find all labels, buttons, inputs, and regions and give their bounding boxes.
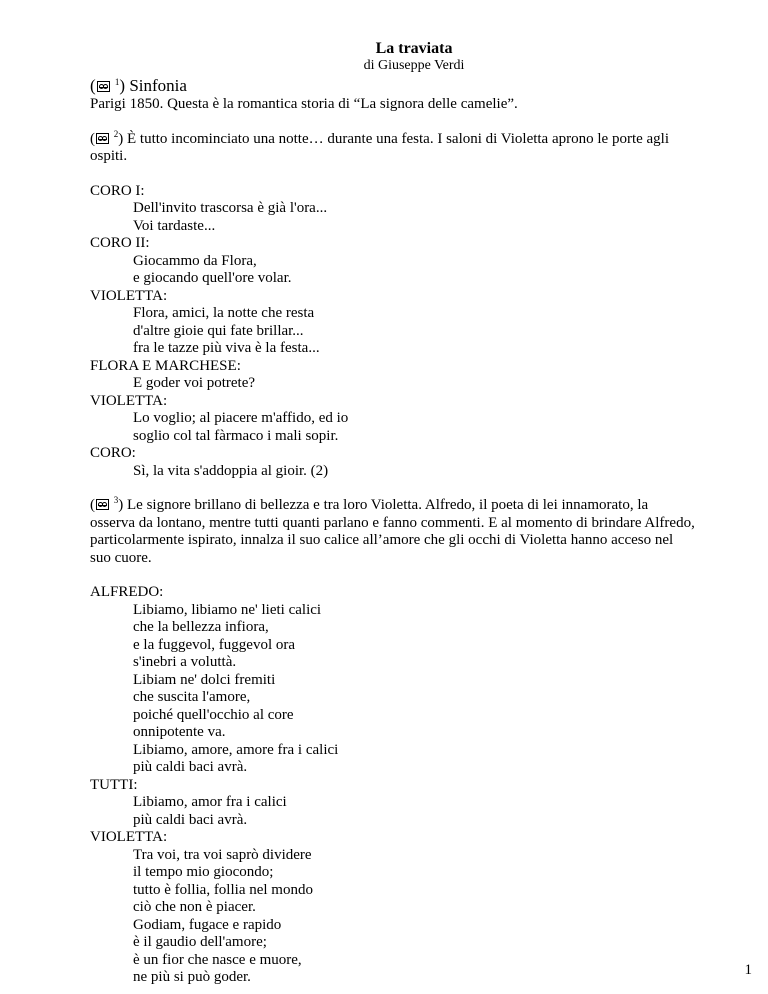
speaker-label: CORO: (90, 445, 136, 461)
speaker-label: FLORA E MARCHESE: (90, 357, 241, 374)
verse-line: onnipotente va. (133, 724, 226, 740)
verse-line: Libiam ne' dolci fremiti (133, 671, 276, 688)
cassette-tape-icon (97, 81, 110, 92)
verse-line: il tempo mio giocondo; (133, 864, 274, 880)
marker-open-paren: ( (90, 130, 95, 147)
marker-open-paren: ( (90, 76, 96, 95)
page-number: 1 (744, 962, 752, 978)
verse-line: e la fuggevol, fuggevol ora (133, 636, 296, 653)
speaker-label: ALFREDO: (90, 584, 164, 600)
narration-line: osserva da lontano, mentre tutti quanti parlano e fanno commenti. E al momento di brindare Alfredo, (90, 514, 695, 531)
verse-line: Voi tardaste... (133, 217, 216, 234)
verse-line: ciò che non è piacer. (133, 899, 256, 915)
speaker-label: VIOLETTA: (90, 287, 168, 304)
narration-line: ospiti. (90, 148, 128, 164)
section-2-dialogue (90, 183, 724, 481)
section-3-narration (90, 497, 724, 567)
verse-line: soglio col tal fàrmaco i mali sopir. (133, 427, 339, 444)
verse-line: che suscita l'amore, (133, 689, 251, 705)
verse-line: tutto è follia, follia nel mondo (133, 881, 313, 898)
marker-close-paren: ) (118, 130, 124, 147)
marker-close-paren: ) (119, 76, 126, 95)
marker-close-paren: ) (118, 497, 124, 513)
verse-line: Libiamo, amor fra i calici (133, 794, 287, 810)
verse-line: Dell'invito trascorsa è già l'ora... (133, 200, 328, 216)
verse-line: Libiamo, libiamo ne' lieti calici (133, 601, 322, 618)
verse-line: che la bellezza infiora, (133, 619, 269, 635)
cassette-tape-icon (96, 499, 109, 510)
marker-open-paren: ( (90, 497, 95, 513)
narration-line: È tutto incominciato una notte… durante una festa. I saloni di Violetta aprono le porte agli (127, 130, 670, 147)
track-number: 3 (113, 495, 119, 505)
section-3-dialogue (90, 584, 724, 987)
cassette-tape-icon (96, 133, 109, 144)
verse-line: più caldi baci avrà. (133, 759, 248, 775)
narration-line: Le signore brillano di bellezza e tra loro Violetta. Alfredo, il poeta di lei innamorato, la (127, 497, 649, 513)
document-title: La traviata (375, 40, 453, 57)
section-1-heading (90, 76, 724, 96)
track-number: 2 (113, 128, 119, 139)
verse-line: e giocando quell'ore volar. (133, 270, 292, 286)
section-1-title: Sinfonia (129, 76, 187, 95)
verse-line: d'altre gioie qui fate brillar... (133, 322, 304, 339)
verse-line: Tra voi, tra voi saprò dividere (133, 846, 312, 863)
verse-line: fra le tazze più viva è la festa... (133, 340, 320, 356)
speaker-label: VIOLETTA: (90, 829, 168, 845)
speaker-label: CORO II: (90, 235, 150, 251)
verse-line: è il gaudio dell'amore; (133, 934, 267, 950)
verse-line: poiché quell'occhio al core (133, 706, 294, 723)
verse-line: Libiamo, amore, amore fra i calici (133, 741, 339, 758)
narration-line: particolarmente ispirato, innalza il suo calice all’amore che gli occhi di Violetta hanno acceso nel (90, 532, 674, 548)
verse-line: Flora, amici, la notte che resta (133, 305, 315, 321)
narration-line: suo cuore. (90, 549, 152, 566)
track-number: 1 (114, 77, 120, 87)
speaker-label: TUTTI: (90, 776, 138, 793)
verse-line: s'inebri a voluttà. (133, 654, 237, 670)
verse-line: Giocammo da Flora, (133, 252, 257, 269)
verse-line: ne più si può goder. (133, 969, 251, 985)
verse-line: Sì, la vita s'addoppia al gioir. (2) (133, 462, 329, 479)
verse-line: E goder voi potrete? (133, 375, 256, 391)
verse-line: è un fior che nasce e muore, (133, 951, 302, 968)
document-page (90, 40, 724, 987)
verse-line: Godiam, fugace e rapido (133, 916, 282, 933)
verse-line: più caldi baci avrà. (133, 811, 248, 828)
speaker-label: VIOLETTA: (90, 392, 168, 409)
speaker-label: CORO I: (90, 182, 145, 199)
document-subtitle: di Giuseppe Verdi (363, 58, 465, 73)
verse-line: Lo voglio; al piacere m'affido, ed io (133, 410, 349, 426)
section-1-narration: Parigi 1850. Questa è la romantica storia di “La signora delle camelie”. (90, 96, 518, 112)
section-2-narration (90, 128, 724, 166)
